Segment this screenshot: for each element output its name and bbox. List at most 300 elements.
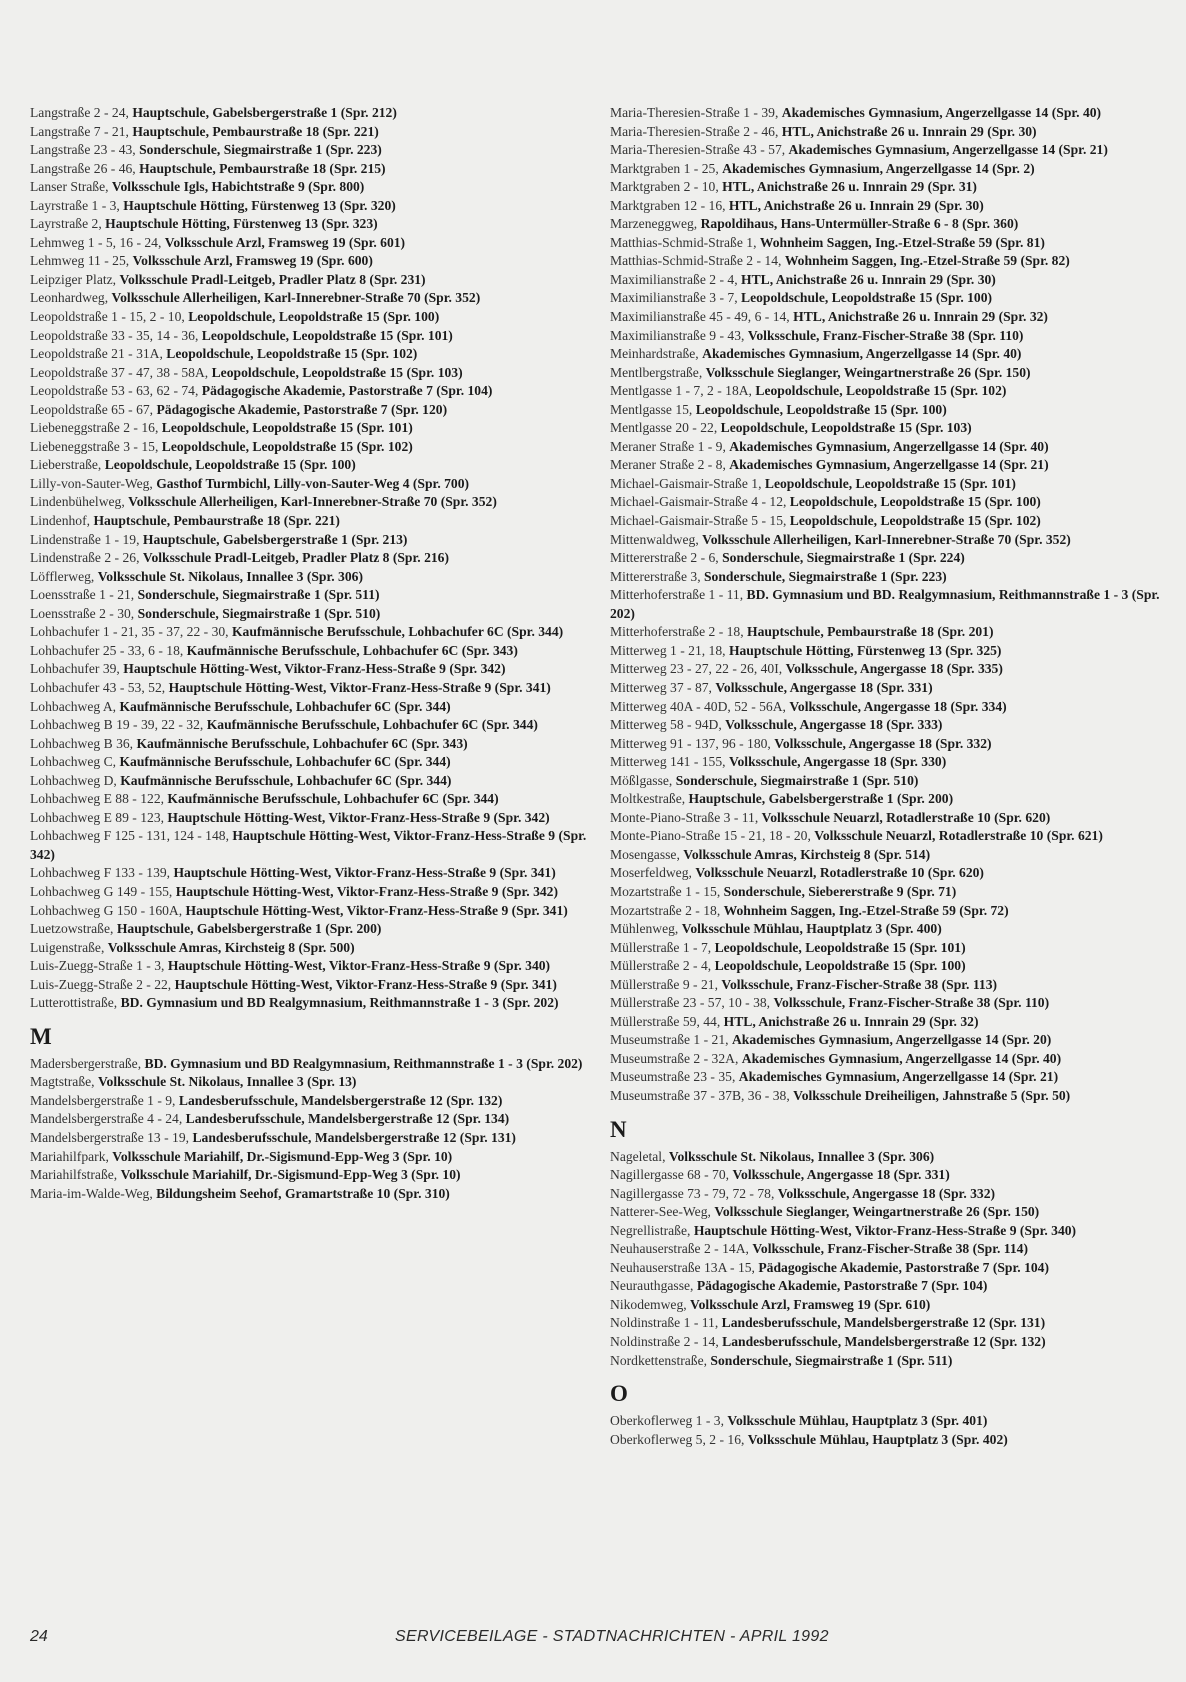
- list-item: [610, 623, 1170, 642]
- street-range: Mitterweg 141 - 155,: [610, 754, 726, 770]
- school-assignment: Volksschule Mariahilf, Dr.-Sigismund-Epp-Weg 3 (Spr. 10): [120, 1167, 461, 1183]
- list-item: [610, 586, 1170, 623]
- school-assignment: Hauptschule Hötting-West, Viktor-Franz-Hess-Straße 9 (Spr. 342): [167, 809, 550, 825]
- list-item: [610, 679, 1170, 698]
- list-item: [610, 178, 1170, 197]
- school-assignment: Akademisches Gymnasium, Angerzellgasse 14 (Spr. 40): [781, 105, 1102, 120]
- school-assignment: Sonderschule, Siegmairstraße 1 (Spr. 223): [139, 142, 382, 158]
- school-assignment: Volksschule St. Nikolaus, Innallee 3 (Spr. 13): [97, 1074, 357, 1090]
- street-range: Mozartstraße 2 - 18,: [610, 902, 721, 918]
- school-assignment: Hauptschule, Pembaurstraße 18 (Spr. 221): [132, 123, 379, 139]
- school-assignment: Volksschule St. Nikolaus, Innallee 3 (Spr. 306): [97, 568, 363, 584]
- street-range: Marktgraben 12 - 16,: [610, 197, 726, 213]
- school-assignment: Volksschule, Angergasse 18 (Spr. 331): [732, 1167, 950, 1183]
- school-assignment: Leopoldschule, Leopoldstraße 15 (Spr. 100): [714, 958, 966, 974]
- list-item: [610, 364, 1170, 383]
- school-assignment: Hauptschule, Pembaurstraße 18 (Spr. 221): [93, 513, 340, 529]
- list-item: [30, 753, 590, 772]
- list-item: [610, 1431, 1170, 1450]
- school-assignment: Volksschule Mariahilf, Dr.-Sigismund-Epp-Weg 3 (Spr. 10): [112, 1148, 453, 1164]
- school-assignment: Hauptschule, Pembaurstraße 18 (Spr. 215): [139, 160, 386, 176]
- street-range: Meraner Straße 2 - 8,: [610, 457, 726, 473]
- street-range: Lohbachweg B 19 - 39, 22 - 32,: [30, 717, 204, 733]
- street-range: Neuhauserstraße 13A - 15,: [610, 1259, 755, 1275]
- street-range: Michael-Gaismair-Straße 4 - 12,: [610, 494, 787, 510]
- school-assignment: Volksschule Neuarzl, Rotadlerstraße 10 (Spr. 620): [695, 865, 984, 881]
- school-assignment: Wohnheim Saggen, Ing.-Etzel-Straße 59 (Spr. 72): [723, 902, 1009, 918]
- list-item: [610, 735, 1170, 754]
- school-assignment: Hauptschule, Gabelsbergerstraße 1 (Spr. 212): [132, 105, 397, 120]
- list-item: [610, 197, 1170, 216]
- list-item: [30, 382, 590, 401]
- list-item: [30, 1073, 590, 1092]
- list-item: [30, 271, 590, 290]
- street-range: Mandelsbergerstraße 4 - 24,: [30, 1111, 183, 1127]
- list-item: [610, 1031, 1170, 1050]
- list-item: [30, 920, 590, 939]
- list-item: [610, 419, 1170, 438]
- street-range: Luetzowstraße,: [30, 921, 114, 937]
- school-assignment: Volksschule, Angergasse 18 (Spr. 332): [774, 735, 992, 751]
- school-assignment: BD. Gymnasium und BD. Realgymnasium, Reithmannstraße 1 - 3 (Spr. 202): [610, 587, 1160, 621]
- school-assignment: Hauptschule Hötting-West, Viktor-Franz-Hess-Straße 9 (Spr. 341): [168, 679, 551, 695]
- list-item: [30, 660, 590, 679]
- street-range: Müllerstraße 2 - 4,: [610, 958, 712, 974]
- street-range: Museumstraße 23 - 35,: [610, 1069, 736, 1085]
- school-assignment: Volksschule, Angergasse 18 (Spr. 332): [777, 1185, 996, 1201]
- street-range: Marktgraben 1 - 25,: [610, 160, 719, 176]
- list-item: [610, 1259, 1170, 1278]
- list-item: [610, 1412, 1170, 1431]
- school-assignment: Volksschule Pradl-Leitgeb, Pradler Platz 8 (Spr. 231): [119, 271, 426, 287]
- list-item: [610, 1277, 1170, 1296]
- school-assignment: HTL, Anichstraße 26 u. Innrain 29 (Spr. 32): [793, 309, 1048, 325]
- street-range: Lohbachweg G 150 - 160A,: [30, 902, 183, 918]
- list-item: [30, 215, 590, 234]
- school-assignment: Hauptschule Hötting-West, Viktor-Franz-Hess-Straße 9 (Spr. 340): [693, 1222, 1077, 1238]
- section-letter-n: N: [610, 1116, 627, 1142]
- street-range: Liebeneggstraße 2 - 16,: [30, 420, 159, 436]
- street-range: Mößlgasse,: [610, 772, 673, 788]
- street-range: Lohbachweg E 88 - 122,: [30, 791, 165, 807]
- list-item: [30, 456, 590, 475]
- street-range: Mitterhoferstraße 1 - 11,: [610, 587, 744, 603]
- school-assignment: Volksschule, Angergasse 18 (Spr. 333): [725, 717, 943, 733]
- street-range: Leopoldstraße 1 - 15, 2 - 10,: [30, 309, 185, 325]
- school-assignment: Sonderschule, Siegmairstraße 1 (Spr. 511): [710, 1352, 953, 1368]
- school-assignment: Volksschule, Franz-Fischer-Straße 38 (Spr. 110): [773, 995, 1050, 1011]
- school-assignment: Akademisches Gymnasium, Angerzellgasse 14 (Spr. 40): [741, 1050, 1062, 1066]
- street-range: Leopoldstraße 37 - 47, 38 - 58A,: [30, 364, 209, 380]
- street-range: Oberkoflerweg 1 - 3,: [610, 1413, 724, 1429]
- street-range: Neurauthgasse,: [610, 1278, 694, 1294]
- school-assignment: Volksschule Neuarzl, Rotadlerstraße 10 (Spr. 621): [814, 828, 1103, 844]
- street-range: Langstraße 26 - 46,: [30, 160, 136, 176]
- list-item: [30, 308, 590, 327]
- street-range: Nagillergasse 73 - 79, 72 - 78,: [610, 1185, 775, 1201]
- street-range: Nageletal,: [610, 1148, 666, 1164]
- school-assignment: Kaufmännische Berufsschule, Lohbachufer 6C (Spr. 344): [167, 791, 499, 807]
- list-item: [30, 1129, 590, 1148]
- street-range: Layrstraße 2,: [30, 216, 102, 232]
- street-range: Negrellistraße,: [610, 1222, 691, 1238]
- list-item: [610, 1222, 1170, 1241]
- street-range: Leopoldstraße 65 - 67,: [30, 401, 154, 417]
- street-range: Mentlgasse 1 - 7, 2 - 18A,: [610, 383, 752, 399]
- street-range: Marktgraben 2 - 10,: [610, 179, 719, 195]
- list-item: [610, 902, 1170, 921]
- street-range: Lieberstraße,: [30, 457, 102, 473]
- school-assignment: Sonderschule, Siegmairstraße 1 (Spr. 510): [675, 772, 919, 788]
- street-range: Monte-Piano-Straße 15 - 21, 18 - 20,: [610, 828, 811, 844]
- school-assignment: Hauptschule Hötting-West, Viktor-Franz-Hess-Straße 9 (Spr. 341): [173, 865, 556, 881]
- street-range: Loensstraße 1 - 21,: [30, 587, 135, 603]
- list-item: [30, 994, 590, 1013]
- list-item: [30, 234, 590, 253]
- list-item: [610, 568, 1170, 587]
- school-assignment: Volksschule Amras, Kirchsteig 8 (Spr. 514): [683, 846, 931, 862]
- list-item: [610, 493, 1170, 512]
- street-range: Neuhauserstraße 2 - 14A,: [610, 1241, 749, 1257]
- street-range: Maximilianstraße 3 - 7,: [610, 290, 738, 306]
- list-item: [30, 957, 590, 976]
- street-range: Moserfeldweg,: [610, 865, 692, 881]
- street-range: Löfflerweg,: [30, 568, 95, 584]
- list-item: [610, 549, 1170, 568]
- list-item: [30, 1055, 590, 1074]
- entries-m-continued: [610, 104, 1170, 1106]
- street-range: Leipziger Platz,: [30, 271, 117, 287]
- list-item: [610, 160, 1170, 179]
- school-assignment: Leopoldschule, Leopoldstraße 15 (Spr. 100): [695, 401, 947, 417]
- school-assignment: Hauptschule Hötting-West, Viktor-Franz-Hess-Straße 9 (Spr. 340): [167, 958, 551, 974]
- street-range: Lohbachufer 1 - 21, 35 - 37, 22 - 30,: [30, 624, 229, 640]
- street-range: Mandelsbergerstraße 13 - 19,: [30, 1129, 190, 1145]
- list-item: [610, 345, 1170, 364]
- list-item: [30, 178, 590, 197]
- street-range: Müllerstraße 9 - 21,: [610, 976, 718, 992]
- school-assignment: Hauptschule, Pembaurstraße 18 (Spr. 201): [747, 624, 994, 640]
- school-assignment: HTL, Anichstraße 26 u. Innrain 29 (Spr. 32): [723, 1013, 979, 1029]
- street-range: Leopoldstraße 33 - 35, 14 - 36,: [30, 327, 199, 343]
- street-range: Michael-Gaismair-Straße 5 - 15,: [610, 513, 787, 529]
- street-range: Lohbachweg D,: [30, 772, 117, 788]
- list-item: [610, 976, 1170, 995]
- school-assignment: Hauptschule Hötting, Fürstenweg 13 (Spr. 323): [105, 216, 378, 232]
- school-assignment: Kaufmännische Berufsschule, Lohbachufer 6C (Spr. 343): [186, 642, 518, 658]
- list-item: [610, 827, 1170, 846]
- school-assignment: Bildungsheim Seehof, Gramartstraße 10 (Spr. 310): [156, 1185, 450, 1201]
- list-item: [610, 939, 1170, 958]
- street-range: Lindenstraße 2 - 26,: [30, 550, 140, 566]
- list-item: [610, 1296, 1170, 1315]
- street-range: Lohbachweg A,: [30, 698, 117, 714]
- street-range: Mittenwaldweg,: [610, 531, 699, 547]
- list-item: [30, 419, 590, 438]
- street-range: Mitterweg 23 - 27, 22 - 26, 40I,: [610, 661, 783, 677]
- school-assignment: Sonderschule, Siegmairstraße 1 (Spr. 224): [722, 550, 965, 566]
- section-letter-o: O: [610, 1381, 628, 1407]
- list-item: [610, 809, 1170, 828]
- school-assignment: Volksschule Igls, Habichtstraße 9 (Spr. 800): [111, 179, 365, 195]
- list-item: [610, 994, 1170, 1013]
- street-range: Mitterhoferstraße 2 - 18,: [610, 624, 744, 640]
- list-item: [30, 327, 590, 346]
- list-item: [30, 1110, 590, 1129]
- school-assignment: Volksschule Dreiheiligen, Jahnstraße 5 (Spr. 50): [793, 1087, 1071, 1103]
- street-range: Müllerstraße 59, 44,: [610, 1013, 721, 1029]
- school-assignment: Leopoldschule, Leopoldstraße 15 (Spr. 102): [789, 513, 1041, 529]
- list-item: [610, 104, 1170, 123]
- school-assignment: Volksschule Sieglanger, Weingartnerstraße 26 (Spr. 150): [705, 364, 1031, 380]
- list-item: [610, 123, 1170, 142]
- school-assignment: Kaufmännische Berufsschule, Lohbachufer 6C (Spr. 343): [136, 735, 468, 751]
- list-item: [610, 215, 1170, 234]
- list-item: [610, 289, 1170, 308]
- list-item: [30, 568, 590, 587]
- street-range: Noldinstraße 2 - 14,: [610, 1334, 719, 1349]
- school-assignment: Sonderschule, Siegmairstraße 1 (Spr. 510): [137, 605, 381, 621]
- school-assignment: Kaufmännische Berufsschule, Lohbachufer 6C (Spr. 344): [206, 717, 538, 733]
- school-assignment: Pädagogische Akademie, Pastorstraße 7 (Spr. 104): [696, 1278, 988, 1294]
- street-range: Mentlgasse 15,: [610, 401, 693, 417]
- street-range: Lehmweg 11 - 25,: [30, 253, 130, 269]
- list-item: [610, 475, 1170, 494]
- street-range: Nordkettenstraße,: [610, 1352, 708, 1368]
- street-range: Oberkoflerweg 5, 2 - 16,: [610, 1431, 745, 1447]
- street-range: Lohbachweg F 133 - 139,: [30, 865, 171, 881]
- page-number: 24: [30, 1628, 48, 1645]
- list-item: [30, 679, 590, 698]
- list-item: [30, 289, 590, 308]
- list-item: [30, 197, 590, 216]
- list-item: [610, 1166, 1170, 1185]
- street-range: Museumstraße 1 - 21,: [610, 1032, 729, 1048]
- school-assignment: Volksschule Arzl, Framsweg 19 (Spr. 600): [132, 253, 373, 269]
- school-assignment: Hauptschule Hötting-West, Viktor-Franz-Hess-Straße 9 (Spr. 342): [123, 661, 506, 677]
- school-assignment: Kaufmännische Berufsschule, Lohbachufer 6C (Spr. 344): [119, 698, 451, 714]
- list-item: [610, 772, 1170, 791]
- school-assignment: Gasthof Turmbichl, Lilly-von-Sauter-Weg 4 (Spr. 700): [156, 475, 470, 491]
- school-assignment: Leopoldschule, Leopoldstraße 15 (Spr. 102): [161, 438, 413, 454]
- school-assignment: Sonderschule, Siegmairstraße 1 (Spr. 511): [137, 587, 380, 603]
- list-item: [30, 364, 590, 383]
- school-assignment: Leopoldschule, Leopoldstraße 15 (Spr. 102): [755, 383, 1007, 399]
- school-assignment: Landesberufsschule, Mandelsbergerstraße 12 (Spr. 132): [178, 1092, 503, 1108]
- school-assignment: BD. Gymnasium und BD Realgymnasium, Reithmannstraße 1 - 3 (Spr. 202): [144, 1055, 583, 1071]
- entries-o: [610, 1412, 1170, 1449]
- list-item: [610, 456, 1170, 475]
- school-assignment: Volksschule Sieglanger, Weingartnerstraße 26 (Spr. 150): [714, 1204, 1040, 1220]
- list-item: [610, 512, 1170, 531]
- right-column: [610, 104, 1170, 1449]
- school-assignment: Sonderschule, Siebererstraße 9 (Spr. 71): [723, 883, 957, 899]
- list-item: [610, 753, 1170, 772]
- street-range: Lohbachweg E 89 - 123,: [30, 809, 165, 825]
- list-item: [610, 141, 1170, 160]
- list-item: [30, 939, 590, 958]
- street-range: Lohbachweg C,: [30, 754, 117, 770]
- street-range: Layrstraße 1 - 3,: [30, 197, 120, 213]
- school-assignment: Volksschule, Angergasse 18 (Spr. 331): [715, 679, 933, 695]
- list-item: [610, 252, 1170, 271]
- street-range: Matthias-Schmid-Straße 2 - 14,: [610, 253, 782, 269]
- street-range: Mariahilfstraße,: [30, 1167, 118, 1183]
- street-range: Leopoldstraße 53 - 63, 62 - 74,: [30, 383, 199, 399]
- street-range: Matthias-Schmid-Straße 1,: [610, 234, 757, 250]
- list-item: [610, 716, 1170, 735]
- list-item: [610, 957, 1170, 976]
- list-item: [610, 1352, 1170, 1371]
- school-assignment: Volksschule, Franz-Fischer-Straße 38 (Spr. 110): [747, 327, 1024, 343]
- list-item: [610, 327, 1170, 346]
- school-assignment: Landesberufsschule, Mandelsbergerstraße 12 (Spr. 134): [185, 1111, 510, 1127]
- street-range: Müllerstraße 1 - 7,: [610, 939, 712, 955]
- street-range: Langstraße 2 - 24,: [30, 105, 129, 120]
- school-assignment: Hauptschule, Gabelsbergerstraße 1 (Spr. 200): [116, 921, 382, 937]
- school-assignment: Leopoldschule, Leopoldstraße 15 (Spr. 100): [188, 309, 440, 325]
- school-assignment: HTL, Anichstraße 26 u. Innrain 29 (Spr. 30): [781, 123, 1037, 139]
- list-item: [30, 1185, 590, 1204]
- school-assignment: Volksschule, Angergasse 18 (Spr. 330): [728, 754, 947, 770]
- street-range: Moltkestraße,: [610, 791, 686, 807]
- school-assignment: Volksschule Amras, Kirchsteig 8 (Spr. 500): [107, 939, 355, 955]
- street-range: Mandelsbergerstraße 1 - 9,: [30, 1092, 176, 1108]
- street-range: Museumstraße 2 - 32A,: [610, 1050, 739, 1066]
- street-range: Nikodemweg,: [610, 1296, 687, 1312]
- footer-title: SERVICEBEILAGE - STADTNACHRICHTEN - APRIL 1992: [395, 1628, 829, 1645]
- street-range: Michael-Gaismair-Straße 1,: [610, 475, 762, 491]
- list-item: [30, 1166, 590, 1185]
- school-assignment: Hauptschule Hötting-West, Viktor-Franz-Hess-Straße 9 (Spr. 342): [175, 883, 558, 899]
- school-assignment: Wohnheim Saggen, Ing.-Etzel-Straße 59 (Spr. 81): [759, 234, 1045, 250]
- list-item: [610, 864, 1170, 883]
- street-range: Mariahilfpark,: [30, 1148, 109, 1164]
- list-item: [610, 1087, 1170, 1106]
- school-assignment: Volksschule, Franz-Fischer-Straße 38 (Spr. 114): [752, 1241, 1028, 1257]
- school-assignment: Leopoldschule, Leopoldstraße 15 (Spr. 101): [764, 475, 1016, 491]
- street-range: Lindenbühelweg,: [30, 494, 125, 510]
- street-range: Mitterweg 40A - 40D, 52 - 56A,: [610, 698, 786, 714]
- school-assignment: Landesberufsschule, Mandelsbergerstraße 12 (Spr. 131): [192, 1129, 516, 1145]
- school-assignment: Akademisches Gymnasium, Angerzellgasse 14 (Spr. 21): [738, 1069, 1059, 1085]
- list-item: [610, 401, 1170, 420]
- street-range: Mitterweg 1 - 21, 18,: [610, 642, 726, 658]
- street-range: Mosengasse,: [610, 846, 680, 862]
- list-item: [30, 104, 590, 123]
- school-assignment: Pädagogische Akademie, Pastorstraße 7 (Spr. 120): [156, 401, 448, 417]
- school-assignment: Volksschule Mühlau, Hauptplatz 3 (Spr. 400): [681, 921, 942, 937]
- list-item: [30, 698, 590, 717]
- list-item: [30, 1148, 590, 1167]
- list-item: [30, 345, 590, 364]
- school-assignment: Wohnheim Saggen, Ing.-Etzel-Straße 59 (Spr. 82): [784, 253, 1070, 269]
- school-assignment: Leopoldschule, Leopoldstraße 15 (Spr. 101): [201, 327, 453, 343]
- school-assignment: Akademisches Gymnasium, Angerzellgasse 14 (Spr. 40): [729, 438, 1049, 454]
- school-assignment: Leopoldschule, Leopoldstraße 15 (Spr. 101): [161, 420, 413, 436]
- school-assignment: Kaufmännische Berufsschule, Lohbachufer 6C (Spr. 344): [120, 772, 452, 788]
- school-assignment: Akademisches Gymnasium, Angerzellgasse 14 (Spr. 2): [722, 160, 1035, 176]
- school-assignment: Leopoldschule, Leopoldstraße 15 (Spr. 100): [104, 457, 356, 473]
- school-assignment: Volksschule, Angergasse 18 (Spr. 335): [785, 661, 1003, 677]
- street-range: Meinhardstraße,: [610, 346, 699, 362]
- street-range: Mentlgasse 20 - 22,: [610, 420, 718, 436]
- street-range: Mitterweg 37 - 87,: [610, 679, 712, 695]
- street-range: Maria-Theresien-Straße 2 - 46,: [610, 123, 779, 139]
- list-item: [30, 531, 590, 550]
- school-assignment: Akademisches Gymnasium, Angerzellgasse 14 (Spr. 40): [702, 346, 1022, 362]
- street-range: Lohbachweg B 36,: [30, 735, 134, 751]
- school-assignment: Leopoldschule, Leopoldstraße 15 (Spr. 100): [741, 290, 993, 306]
- street-range: Nagillergasse 68 - 70,: [610, 1167, 730, 1183]
- street-range: Maria-Theresien-Straße 43 - 57,: [610, 142, 786, 158]
- school-assignment: Hauptschule Hötting-West, Viktor-Franz-Hess-Straße 9 (Spr. 342): [30, 828, 587, 862]
- school-assignment: HTL, Anichstraße 26 u. Innrain 29 (Spr. 30): [728, 197, 984, 213]
- list-item: [30, 605, 590, 624]
- street-range: Lindenhof,: [30, 513, 91, 529]
- school-assignment: Volksschule Arzl, Framsweg 19 (Spr. 610): [690, 1296, 931, 1312]
- street-range: Maria-Theresien-Straße 1 - 39,: [610, 105, 779, 120]
- street-range: Lindenstraße 1 - 19,: [30, 531, 140, 547]
- list-item: [30, 902, 590, 921]
- street-range: Leopoldstraße 21 - 31A,: [30, 346, 163, 362]
- school-assignment: Hauptschule Hötting, Fürstenweg 13 (Spr. 320): [123, 197, 396, 213]
- list-item: [30, 1092, 590, 1111]
- street-range: Lutterottistraße,: [30, 995, 118, 1011]
- list-item: [610, 1240, 1170, 1259]
- entries-m: [30, 1055, 590, 1203]
- street-range: Maximilianstraße 2 - 4,: [610, 271, 738, 287]
- street-range: Lanser Straße,: [30, 179, 109, 195]
- street-range: Marzeneggweg,: [610, 216, 698, 232]
- list-item: [30, 827, 590, 864]
- list-item: [30, 141, 590, 160]
- school-assignment: Volksschule Allerheiligen, Karl-Innerebner-Straße 70 (Spr. 352): [128, 494, 497, 510]
- list-item: [610, 308, 1170, 327]
- list-item: [610, 438, 1170, 457]
- entries-l: [30, 104, 590, 1013]
- street-range: Mittererstraße 2 - 6,: [610, 550, 719, 566]
- street-range: Lohbachufer 43 - 53, 52,: [30, 679, 166, 695]
- school-assignment: Kaufmännische Berufsschule, Lohbachufer 6C (Spr. 344): [119, 754, 451, 770]
- school-assignment: Volksschule St. Nikolaus, Innallee 3 (Spr. 306): [668, 1148, 935, 1164]
- list-item: [30, 586, 590, 605]
- school-assignment: BD. Gymnasium und BD Realgymnasium, Reithmannstraße 1 - 3 (Spr. 202): [120, 995, 559, 1011]
- street-range: Mozartstraße 1 - 15,: [610, 883, 721, 899]
- school-assignment: Hauptschule Hötting, Fürstenweg 13 (Spr. 325): [728, 642, 1002, 658]
- list-item: [30, 809, 590, 828]
- list-item: [30, 160, 590, 179]
- school-assignment: Volksschule Allerheiligen, Karl-Innerebner-Straße 70 (Spr. 352): [702, 531, 1071, 547]
- list-item: [30, 512, 590, 531]
- school-assignment: Landesberufsschule, Mandelsbergerstraße 12 (Spr. 131): [721, 1315, 1046, 1331]
- school-assignment: Volksschule Pradl-Leitgeb, Pradler Platz 8 (Spr. 216): [142, 550, 449, 566]
- list-item: [610, 660, 1170, 679]
- school-assignment: Volksschule Allerheiligen, Karl-Innerebner-Straße 70 (Spr. 352): [111, 290, 481, 306]
- school-assignment: HTL, Anichstraße 26 u. Innrain 29 (Spr. 30): [741, 271, 996, 287]
- list-item: [610, 1314, 1170, 1333]
- street-range: Lilly-von-Sauter-Weg,: [30, 475, 153, 491]
- street-range: Lohbachufer 25 - 33, 6 - 18,: [30, 642, 184, 658]
- school-assignment: Leopoldschule, Leopoldstraße 15 (Spr. 101): [714, 939, 966, 955]
- list-item: [30, 976, 590, 995]
- street-range: Langstraße 7 - 21,: [30, 123, 129, 139]
- list-item: [610, 531, 1170, 550]
- school-assignment: Sonderschule, Siegmairstraße 1 (Spr. 223): [704, 568, 947, 584]
- list-item: [610, 1148, 1170, 1167]
- school-assignment: Volksschule, Angergasse 18 (Spr. 334): [789, 698, 1007, 714]
- street-range: Museumstraße 37 - 37B, 36 - 38,: [610, 1087, 790, 1103]
